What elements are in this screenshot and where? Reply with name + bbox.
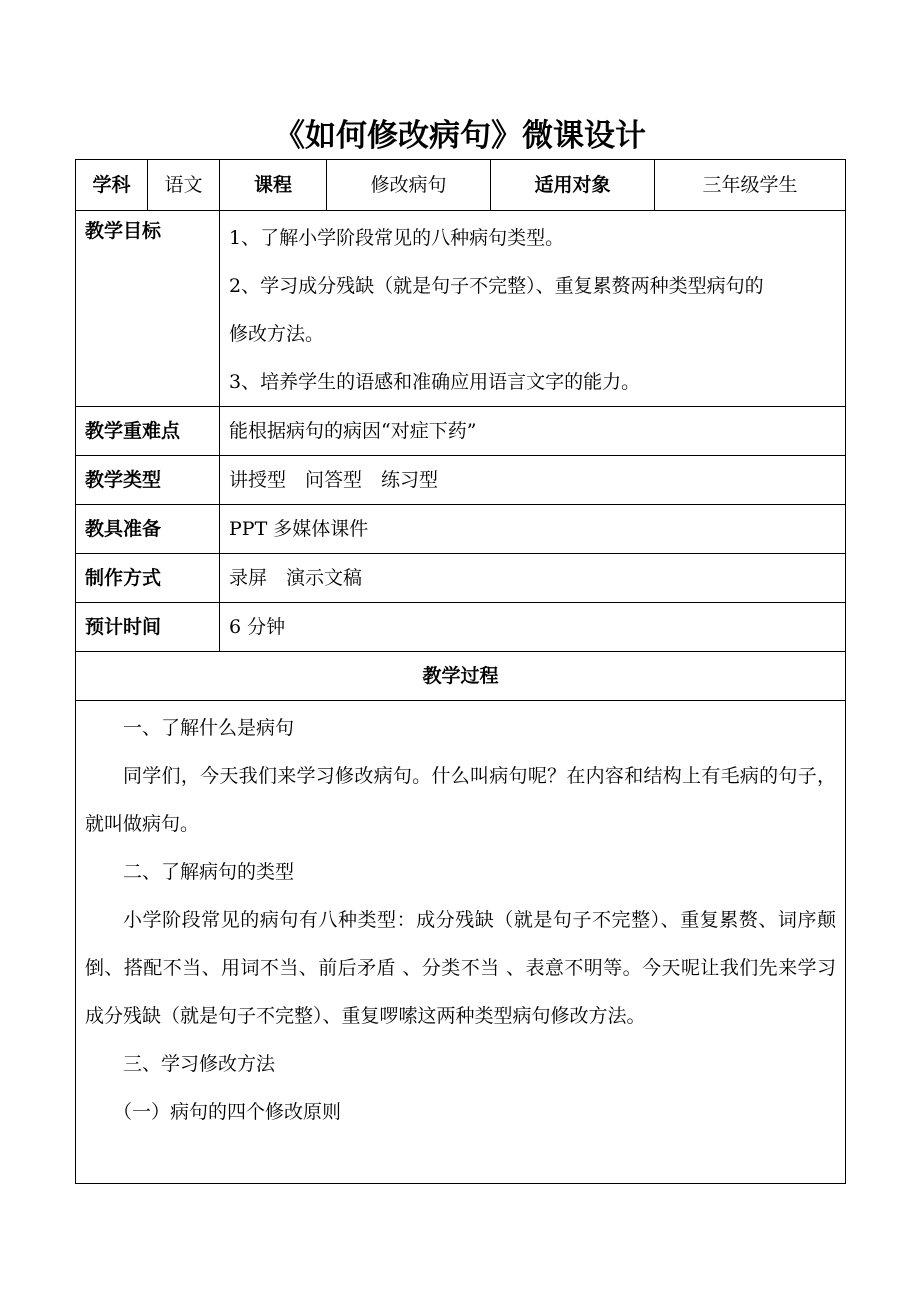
section-heading: 三、学习修改方法 bbox=[123, 1053, 276, 1075]
goal-line: 修改方法。 bbox=[229, 323, 325, 345]
audience-label: 适用对象 bbox=[491, 160, 655, 211]
course-value: 修改病句 bbox=[327, 160, 491, 211]
goal-line: 1、了解小学阶段常见的八种病句类型。 bbox=[229, 227, 565, 249]
duration-value: 6 分钟 bbox=[220, 603, 846, 652]
tools-row bbox=[76, 505, 846, 554]
section-heading: 一、了解什么是病句 bbox=[123, 717, 295, 739]
duration-row bbox=[76, 603, 846, 652]
paragraph: 小学阶段常见的病句有八种类型：成分残缺（就是句子不完整）、重复累赘、词序颠倒、搭配不当、用词不当、前后矛盾 、分类不当 、表意不明等。今天呢让我们先来学习成分残缺（就是句子不完整）、重复啰嗦这两种类型病句修改方法。 bbox=[85, 909, 836, 1027]
goals-row bbox=[76, 211, 846, 407]
goal-line: 3、培养学生的语感和准确应用语言文字的能力。 bbox=[229, 371, 641, 393]
duration-label: 预计时间 bbox=[76, 603, 220, 652]
teaching-type-value: 讲授型 问答型 练习型 bbox=[220, 456, 846, 505]
production-label: 制作方式 bbox=[76, 554, 220, 603]
document-title: 《如何修改病句》微课设计 bbox=[274, 118, 646, 154]
subsection-heading: （一）病句的四个修改原则 bbox=[113, 1101, 342, 1123]
teaching-type-row bbox=[76, 456, 846, 505]
process-heading: 教学过程 bbox=[76, 652, 846, 701]
subject-label: 学科 bbox=[76, 160, 148, 211]
production-row bbox=[76, 554, 846, 603]
key-points-label: 教学重难点 bbox=[76, 407, 220, 456]
goals-content bbox=[220, 211, 846, 407]
key-points-value: 能根据病句的病因“对症下药” bbox=[220, 407, 846, 456]
audience-value: 三年级学生 bbox=[655, 160, 846, 211]
section-heading: 二、了解病句的类型 bbox=[123, 861, 295, 883]
tools-label: 教具准备 bbox=[76, 505, 220, 554]
process-heading-row bbox=[76, 652, 846, 701]
key-points-row bbox=[76, 407, 846, 456]
info-row bbox=[76, 160, 846, 211]
tools-value: PPT 多媒体课件 bbox=[220, 505, 846, 554]
course-label: 课程 bbox=[220, 160, 327, 211]
subject-value: 语文 bbox=[148, 160, 220, 211]
process-content bbox=[76, 701, 846, 1184]
lesson-design-table bbox=[75, 159, 846, 1184]
goals-label: 教学目标 bbox=[76, 211, 220, 407]
goal-line: 2、学习成分残缺（就是句子不完整）、重复累赘两种类型病句的 bbox=[229, 275, 764, 297]
process-content-row bbox=[76, 701, 846, 1184]
teaching-type-label: 教学类型 bbox=[76, 456, 220, 505]
production-value: 录屏 演示文稿 bbox=[220, 554, 846, 603]
paragraph: 同学们，今天我们来学习修改病句。什么叫病句呢？在内容和结构上有毛病的句子，就叫做病句。 bbox=[85, 765, 836, 835]
